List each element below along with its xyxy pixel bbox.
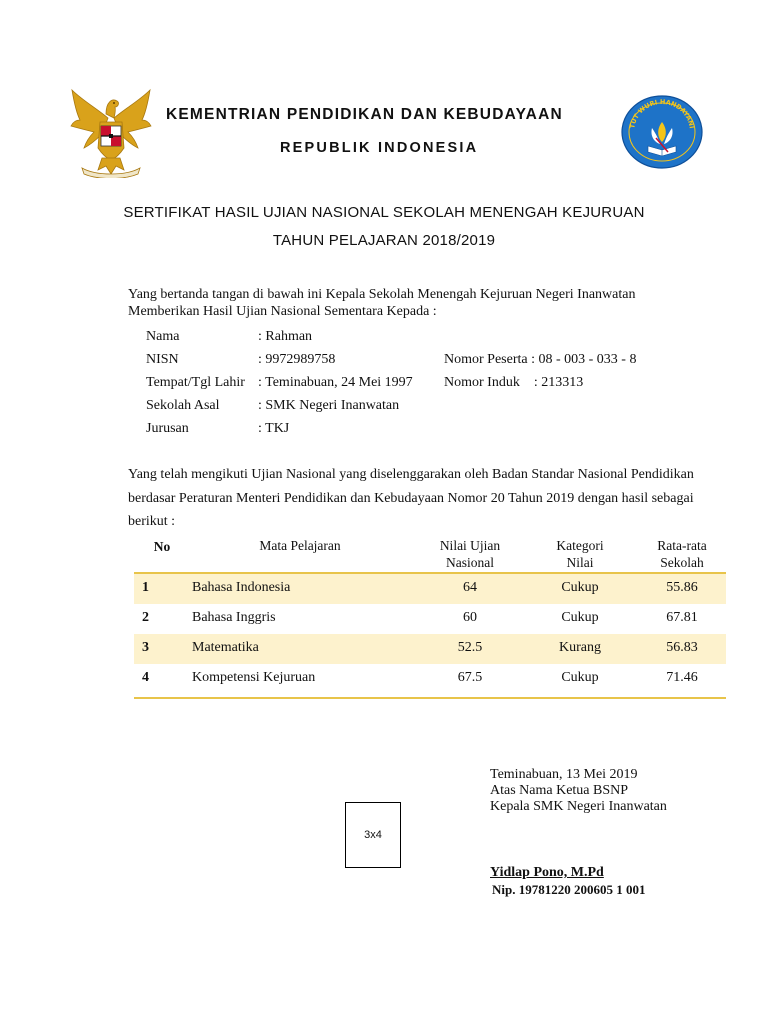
ministry-heading: KEMENTRIAN PENDIDIKAN DAN KEBUDAYAAN — [166, 106, 563, 123]
th-score-line-2: Nasional — [446, 555, 494, 570]
row-no: 1 — [142, 580, 149, 595]
signatory-name: Yidlap Pono, M.Pd — [490, 865, 604, 880]
row-category: Cukup — [561, 670, 599, 685]
ttl-label: Tempat/Tgl Lahir — [146, 375, 245, 390]
nomor-induk: Nomor Induk : 213313 — [444, 375, 584, 390]
intro-line-1: Yang bertanda tangan di bawah ini Kepala Sekolah Menengah Kejuruan Negeri Inanwatan — [128, 287, 636, 302]
row-subject: Kompetensi Kejuruan — [192, 670, 316, 685]
signatory-nip: Nip. 19781220 200605 1 001 — [492, 882, 646, 897]
row-average: 55.86 — [666, 580, 698, 595]
row-score: 52.5 — [457, 640, 483, 655]
republic-heading: REPUBLIK INDONESIA — [280, 140, 479, 156]
th-score-line-1: Nilai Ujian — [439, 538, 501, 553]
row-average: 56.83 — [666, 640, 698, 655]
statement-line-2: berdasar Peraturan Menteri Pendidikan dan Kebudayaan Nomor 20 Tahun 2019 dengan hasil sebagai — [128, 491, 694, 506]
nomor-peserta: Nomor Peserta : 08 - 003 - 033 - 8 — [444, 352, 637, 367]
tut-wuri-handayani-logo-icon — [620, 94, 704, 170]
row-subject: Bahasa Inggris — [192, 610, 276, 625]
table-row — [134, 574, 726, 604]
certificate-title: SERTIFIKAT HASIL UJIAN NASIONAL SEKOLAH MENENGAH KEJURUAN — [123, 204, 645, 221]
signature-on-behalf: Atas Nama Ketua BSNP — [490, 783, 629, 798]
table-row — [134, 604, 726, 634]
logo-motto: TUT WURI HANDAYANI — [628, 97, 696, 130]
row-category: Cukup — [561, 610, 599, 625]
signature-place-date: Teminabuan, 13 Mei 2019 — [490, 767, 638, 782]
nama-value: : Rahman — [258, 329, 313, 344]
jurusan-label: Jurusan — [146, 421, 189, 436]
row-score: 64 — [463, 580, 477, 595]
th-average-line-1: Rata-rata — [657, 538, 707, 553]
row-no: 2 — [142, 610, 149, 625]
garuda-emblem-icon — [68, 88, 154, 178]
sekolah-value: : SMK Negeri Inanwatan — [258, 398, 400, 413]
statement-line-1: Yang telah mengikuti Ujian Nasional yang diselenggarakan oleh Badan Standar Nasional Pendidikan — [128, 467, 694, 482]
th-average — [642, 537, 722, 571]
th-subject: Mata Pelajaran — [259, 538, 341, 553]
row-score: 60 — [463, 610, 477, 625]
intro-line-2: Memberikan Hasil Ujian Nasional Sementara Kepada : — [128, 304, 437, 319]
th-average-line-2: Sekolah — [660, 555, 704, 570]
th-category — [536, 537, 624, 571]
row-no: 4 — [142, 670, 149, 685]
th-no: No — [153, 539, 171, 554]
ttl-value: : Teminabuan, 24 Mei 1997 — [258, 375, 413, 390]
row-no: 3 — [142, 640, 149, 655]
th-score — [424, 537, 516, 571]
sekolah-label: Sekolah Asal — [146, 398, 220, 413]
row-average: 71.46 — [666, 670, 698, 685]
academic-year: TAHUN PELAJARAN 2018/2019 — [272, 232, 496, 249]
table-row — [134, 664, 726, 694]
row-score: 67.5 — [457, 670, 483, 685]
row-category: Kurang — [559, 640, 601, 655]
photo-placeholder — [345, 802, 401, 868]
th-category-line-2: Nilai — [566, 555, 594, 570]
th-category-line-1: Kategori — [556, 538, 604, 553]
table-row — [134, 634, 726, 664]
nisn-value: : 9972989758 — [258, 352, 336, 367]
statement-line-3: berikut : — [128, 514, 176, 529]
row-subject: Bahasa Indonesia — [192, 580, 291, 595]
nisn-label: NISN — [146, 352, 179, 367]
row-subject: Matematika — [192, 640, 259, 655]
row-average: 67.81 — [666, 610, 698, 625]
nama-label: Nama — [146, 329, 180, 344]
jurusan-value: : TKJ — [258, 421, 290, 436]
photo-label: 3x4 — [364, 829, 382, 841]
row-category: Cukup — [561, 580, 599, 595]
table-bottom-rule — [134, 697, 726, 699]
signature-position: Kepala SMK Negeri Inanwatan — [490, 799, 667, 814]
